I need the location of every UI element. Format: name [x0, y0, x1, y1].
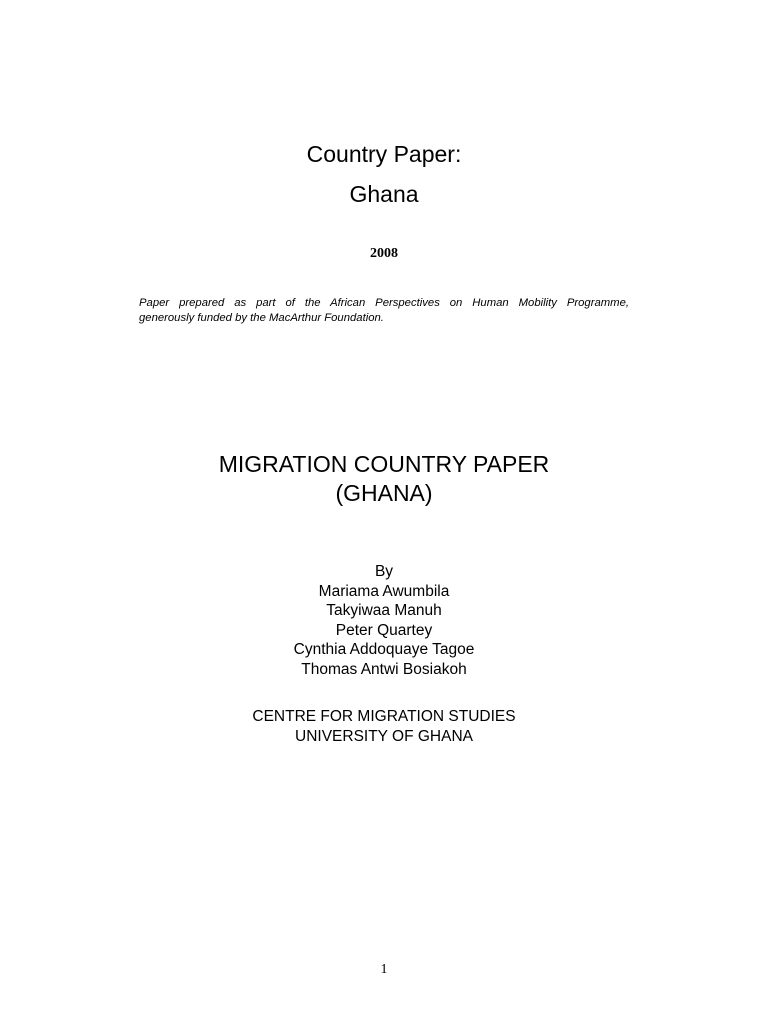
institution-block: [0, 707, 768, 746]
funding-note-line-1: Paper prepared as part of the African Perspectives on Human Mobility Programme,: [139, 297, 629, 309]
author-name: Peter Quartey: [335, 621, 433, 639]
institution-line-2: UNIVERSITY OF GHANA: [295, 727, 473, 745]
author-name: Takyiwaa Manuh: [326, 602, 442, 619]
page-number: 1: [380, 962, 388, 977]
author-name: Mariama Awumbila: [318, 582, 450, 600]
author-name: Thomas Antwi Bosiakoh: [301, 660, 467, 678]
by-label: By: [374, 563, 394, 580]
main-title-line-2: (GHANA): [335, 480, 433, 506]
author-block: [0, 562, 768, 679]
publication-year: 2008: [370, 246, 398, 261]
main-title-line-1: MIGRATION COUNTRY PAPER: [218, 451, 550, 477]
institution-line-1: CENTRE FOR MIGRATION STUDIES: [252, 708, 516, 725]
country-name: Ghana: [349, 181, 419, 207]
author-name: Cynthia Addoquaye Tagoe: [293, 641, 475, 658]
funding-note-line-2: generously funded by the MacArthur Foundation.: [139, 311, 384, 324]
country-paper-label: Country Paper:: [306, 141, 462, 167]
funding-note: [139, 296, 629, 325]
